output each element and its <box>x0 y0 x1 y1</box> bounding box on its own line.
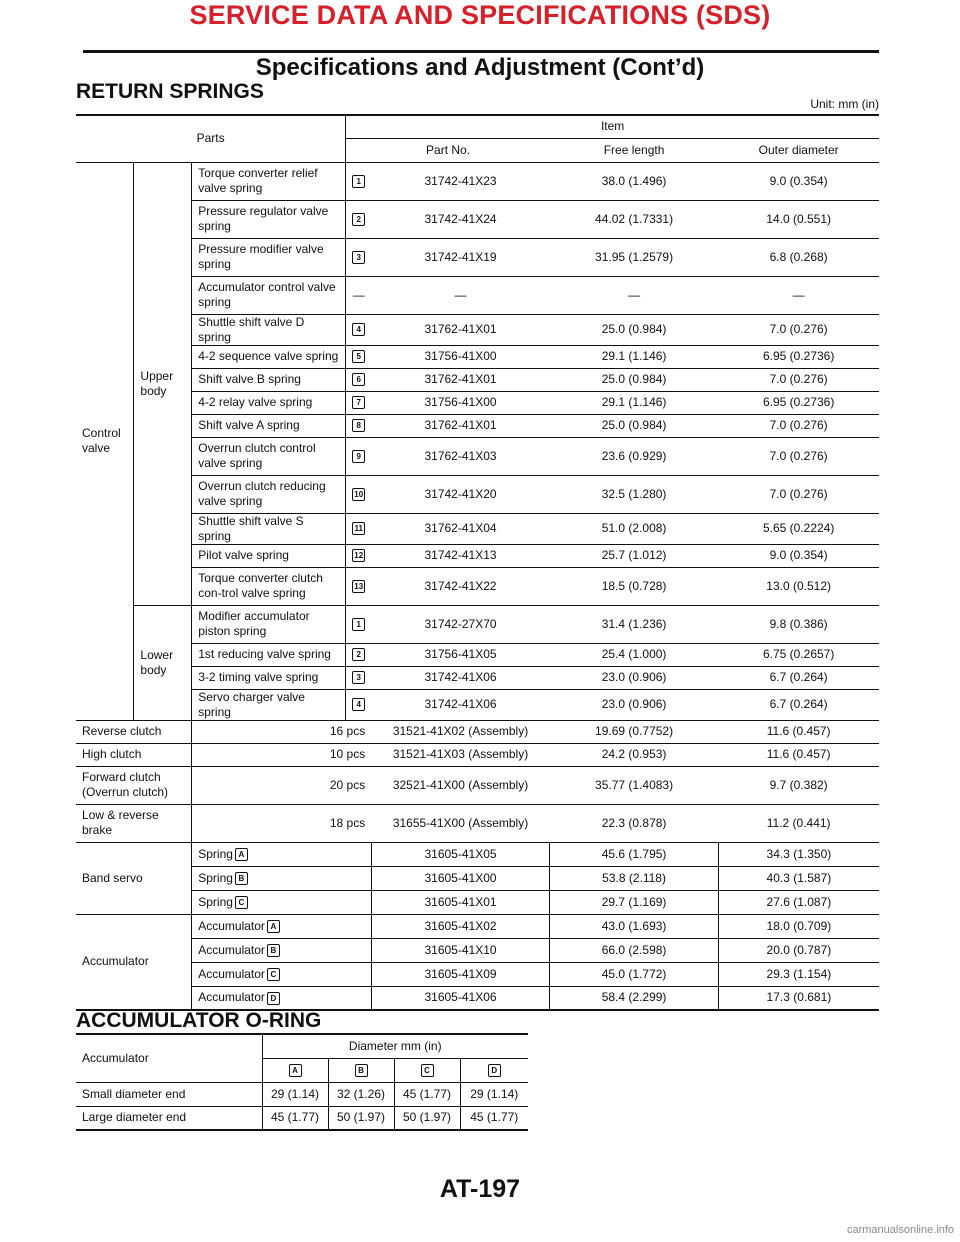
outer-diameter: 7.0 (0.276) <box>718 314 879 345</box>
free-length: 23.6 (0.929) <box>550 437 719 475</box>
spring-name: 4-2 sequence valve spring <box>192 345 346 368</box>
outer-diameter: 11.6 (0.457) <box>718 743 879 766</box>
section-header: SERVICE DATA AND SPECIFICATIONS (SDS) <box>189 0 771 30</box>
parts-header: Parts <box>76 115 346 162</box>
part-number: 32521-41X00 (Assembly) <box>371 766 550 804</box>
key-number-badge: 3 <box>352 251 365 264</box>
part-number: 31756-41X05 <box>371 643 550 666</box>
outer-diameter: 27.6 (1.087) <box>718 890 879 914</box>
key-number-badge: A <box>289 1064 302 1077</box>
quantity: 20 pcs <box>192 766 372 804</box>
spring-name: Modifier accumulator piston spring <box>192 605 346 643</box>
key-number-cell <box>346 567 372 605</box>
watermark: carmanualsonline.info <box>846 1224 954 1236</box>
key-letter-badge: C <box>267 968 280 981</box>
outer-diameter: 6.7 (0.264) <box>718 666 879 689</box>
spring-name <box>192 914 372 938</box>
free-length: 31.95 (1.2579) <box>550 238 719 276</box>
part-number: 31742-41X06 <box>371 689 550 720</box>
spring-name: Shuttle shift valve D spring <box>192 314 346 345</box>
oring-end-name: Large diameter end <box>76 1106 262 1130</box>
spring-name: Torque converter clutch con-trol valve spring <box>192 567 346 605</box>
table-row <box>76 1082 528 1106</box>
oring-diameter-value: 45 (1.77) <box>262 1106 328 1130</box>
clutch-name: Reverse clutch <box>76 720 192 743</box>
key-number-cell <box>346 414 372 437</box>
lower-body-label: Lower body <box>134 605 192 720</box>
item-header: Item <box>346 115 879 138</box>
table-row <box>76 666 879 689</box>
spring-name: Shuttle shift valve S spring <box>192 513 346 544</box>
part-number: 31605-41X10 <box>371 938 550 962</box>
spring-name: Servo charger valve spring <box>192 689 346 720</box>
header-rule <box>83 50 879 53</box>
outer-diameter: 34.3 (1.350) <box>718 842 879 866</box>
free-length: — <box>550 276 719 314</box>
upper-body-label: Upper body <box>134 162 192 605</box>
quantity: 18 pcs <box>192 804 372 842</box>
free-length: 44.02 (1.7331) <box>550 200 719 238</box>
part-number: 31605-41X02 <box>371 914 550 938</box>
key-letter-badge: A <box>235 848 248 861</box>
key-number-badge: 2 <box>352 213 365 226</box>
spring-name-label: Accumulator <box>198 918 265 933</box>
free-length: 53.8 (2.118) <box>550 866 719 890</box>
oring-diameter-value: 50 (1.97) <box>394 1106 460 1130</box>
clutch-name: Low & reverse brake <box>76 804 192 842</box>
part-number: — <box>371 276 550 314</box>
table-row <box>76 475 879 513</box>
key-letter-badge: C <box>235 896 248 909</box>
key-number-cell <box>346 368 372 391</box>
key-letter-badge: B <box>235 872 248 885</box>
key-number-cell <box>346 513 372 544</box>
key-number-badge: C <box>421 1064 434 1077</box>
oring-diameter-value: 29 (1.14) <box>460 1082 528 1106</box>
table-row <box>76 890 879 914</box>
outer-diameter: 11.6 (0.457) <box>718 720 879 743</box>
part-number: 31605-41X01 <box>371 890 550 914</box>
table-row <box>76 115 879 138</box>
free-length: 66.0 (2.598) <box>550 938 719 962</box>
unit-label: Unit: mm (in) <box>810 97 879 111</box>
outer-diameter: 6.75 (0.2657) <box>718 643 879 666</box>
key-number-badge: 5 <box>352 350 365 363</box>
key-number-cell <box>346 200 372 238</box>
outer-diameter: 7.0 (0.276) <box>718 368 879 391</box>
spring-name <box>192 866 372 890</box>
accumulator-oring-title: ACCUMULATOR O-RING <box>76 1009 322 1032</box>
key-number-badge: 12 <box>352 549 365 562</box>
outer-diameter: 11.2 (0.441) <box>718 804 879 842</box>
key-number-cell <box>346 643 372 666</box>
part-number: 31742-41X19 <box>371 238 550 276</box>
clutch-name: Forward clutch (Overrun clutch) <box>76 766 192 804</box>
part-number: 31756-41X00 <box>371 391 550 414</box>
outer-diameter: 7.0 (0.276) <box>718 475 879 513</box>
table-row <box>76 368 879 391</box>
outer-diameter: 29.3 (1.154) <box>718 962 879 986</box>
part-number: 31521-41X03 (Assembly) <box>371 743 550 766</box>
table-row <box>76 200 879 238</box>
table-row <box>76 743 879 766</box>
key-number-cell: — <box>346 276 372 314</box>
key-number-cell <box>346 605 372 643</box>
part-number: 31762-41X03 <box>371 437 550 475</box>
key-number-badge: 8 <box>352 419 365 432</box>
table-row <box>76 1106 528 1130</box>
diameter-header: Diameter mm (in) <box>262 1034 528 1058</box>
table-row <box>76 437 879 475</box>
part-number: 31762-41X01 <box>371 314 550 345</box>
free-length: 35.77 (1.4083) <box>550 766 719 804</box>
key-number-cell <box>346 162 372 200</box>
spring-name-label: Spring <box>198 894 233 909</box>
table-row <box>76 938 879 962</box>
part-number: 31605-41X05 <box>371 842 550 866</box>
table-row <box>76 962 879 986</box>
free-length: 29.1 (1.146) <box>550 345 719 368</box>
spring-name-label: Accumulator <box>198 942 265 957</box>
spring-name: Overrun clutch reducing valve spring <box>192 475 346 513</box>
part-number: 31742-27X70 <box>371 605 550 643</box>
free-length: 25.7 (1.012) <box>550 544 719 567</box>
free-length: 45.0 (1.772) <box>550 962 719 986</box>
key-letter-badge: D <box>267 992 280 1005</box>
oring-diameter-value: 45 (1.77) <box>394 1082 460 1106</box>
spring-name <box>192 938 372 962</box>
table-row <box>76 567 879 605</box>
free-length: 19.69 (0.7752) <box>550 720 719 743</box>
return-springs-title: RETURN SPRINGS <box>76 80 264 103</box>
key-number-cell <box>460 1058 528 1082</box>
outer-diameter: 9.0 (0.354) <box>718 162 879 200</box>
band-servo-label: Band servo <box>76 842 192 914</box>
part-number: 31605-41X00 <box>371 866 550 890</box>
outer-diameter: 6.95 (0.2736) <box>718 391 879 414</box>
free-length: 38.0 (1.496) <box>550 162 719 200</box>
table-row <box>76 643 879 666</box>
free-length: 18.5 (0.728) <box>550 567 719 605</box>
spring-name: Pressure regulator valve spring <box>192 200 346 238</box>
table-row <box>76 986 879 1010</box>
key-number-badge: 6 <box>352 373 365 386</box>
free-length: 23.0 (0.906) <box>550 689 719 720</box>
key-letter-badge: A <box>267 920 280 933</box>
key-letter-badge: B <box>267 944 280 957</box>
outer-diameter: 9.8 (0.386) <box>718 605 879 643</box>
spring-name: Pilot valve spring <box>192 544 346 567</box>
key-number-badge: 11 <box>352 522 365 535</box>
table-row <box>76 276 879 314</box>
table-row <box>76 866 879 890</box>
free-length: 29.7 (1.169) <box>550 890 719 914</box>
spring-name: Shift valve B spring <box>192 368 346 391</box>
part-number: 31742-41X24 <box>371 200 550 238</box>
key-number-cell <box>346 666 372 689</box>
table-row <box>76 605 879 643</box>
part-number: 31605-41X09 <box>371 962 550 986</box>
spring-name: 3-2 timing valve spring <box>192 666 346 689</box>
key-number-badge: 7 <box>352 396 365 409</box>
key-number-cell <box>346 689 372 720</box>
outer-diameter: 14.0 (0.551) <box>718 200 879 238</box>
key-number-cell <box>394 1058 460 1082</box>
free-length: 24.2 (0.953) <box>550 743 719 766</box>
table-row <box>76 720 879 743</box>
free-length-header: Free length <box>550 138 719 162</box>
spring-name: 4-2 relay valve spring <box>192 391 346 414</box>
outer-diameter: 18.0 (0.709) <box>718 914 879 938</box>
quantity: 10 pcs <box>192 743 372 766</box>
free-length: 23.0 (0.906) <box>550 666 719 689</box>
key-number-badge: 4 <box>352 698 365 711</box>
key-number-badge: D <box>488 1064 501 1077</box>
table-row <box>76 1034 528 1058</box>
key-number-cell <box>262 1058 328 1082</box>
part-no-header: Part No. <box>346 138 550 162</box>
spring-name <box>192 890 372 914</box>
outer-diameter: 6.95 (0.2736) <box>718 345 879 368</box>
spring-name: Accumulator control valve spring <box>192 276 346 314</box>
outer-diameter: 40.3 (1.587) <box>718 866 879 890</box>
part-number: 31762-41X01 <box>371 414 550 437</box>
clutch-name: High clutch <box>76 743 192 766</box>
spring-name-label: Spring <box>198 846 233 861</box>
page-number: AT-197 <box>439 1175 521 1203</box>
quantity: 16 pcs <box>192 720 372 743</box>
part-number: 31762-41X04 <box>371 513 550 544</box>
key-number-badge: 10 <box>352 488 365 501</box>
outer-diameter: 7.0 (0.276) <box>718 437 879 475</box>
key-number-cell <box>346 238 372 276</box>
key-number-badge: 3 <box>352 671 365 684</box>
table-row <box>76 689 879 720</box>
part-number: 31756-41X00 <box>371 345 550 368</box>
key-number-cell <box>346 391 372 414</box>
table-row <box>76 238 879 276</box>
spring-name-label: Spring <box>198 870 233 885</box>
outer-diameter: 13.0 (0.512) <box>718 567 879 605</box>
outer-diameter: 6.8 (0.268) <box>718 238 879 276</box>
oring-diameter-value: 32 (1.26) <box>328 1082 394 1106</box>
table-row <box>76 162 879 200</box>
accumulator-label: Accumulator <box>76 914 192 1010</box>
table-row <box>76 766 879 804</box>
spring-name: 1st reducing valve spring <box>192 643 346 666</box>
accumulator-oring-table <box>76 1033 528 1131</box>
key-number-badge: 2 <box>352 648 365 661</box>
free-length: 22.3 (0.878) <box>550 804 719 842</box>
key-number-cell <box>346 544 372 567</box>
part-number: 31742-41X22 <box>371 567 550 605</box>
control-valve-label: Control valve <box>76 162 134 720</box>
table-row <box>76 914 879 938</box>
part-number: 31655-41X00 (Assembly) <box>371 804 550 842</box>
free-length: 25.4 (1.000) <box>550 643 719 666</box>
spring-name: Shift valve A spring <box>192 414 346 437</box>
return-springs-table <box>76 114 879 1011</box>
key-number-cell <box>346 314 372 345</box>
key-number-cell <box>346 475 372 513</box>
key-number-badge: 13 <box>352 580 365 593</box>
spring-name <box>192 842 372 866</box>
outer-diameter: 9.0 (0.354) <box>718 544 879 567</box>
spring-name <box>192 986 372 1010</box>
subsection-header: Specifications and Adjustment (Cont’d) <box>255 54 705 81</box>
part-number: 31762-41X01 <box>371 368 550 391</box>
part-number: 31742-41X06 <box>371 666 550 689</box>
table-row <box>76 414 879 437</box>
part-number: 31742-41X13 <box>371 544 550 567</box>
free-length: 25.0 (0.984) <box>550 368 719 391</box>
part-number: 31742-41X20 <box>371 475 550 513</box>
table-row <box>76 842 879 866</box>
outer-diameter: 20.0 (0.787) <box>718 938 879 962</box>
table-row <box>76 345 879 368</box>
key-number-badge: 9 <box>352 450 365 463</box>
key-number-badge: 1 <box>352 175 365 188</box>
part-number: 31521-41X02 (Assembly) <box>371 720 550 743</box>
outer-diameter: 7.0 (0.276) <box>718 414 879 437</box>
oring-diameter-value: 29 (1.14) <box>262 1082 328 1106</box>
table-row <box>76 391 879 414</box>
free-length: 25.0 (0.984) <box>550 314 719 345</box>
spring-name: Overrun clutch control valve spring <box>192 437 346 475</box>
spring-name-label: Accumulator <box>198 990 265 1005</box>
part-number: 31742-41X23 <box>371 162 550 200</box>
key-number-badge: 1 <box>352 618 365 631</box>
spring-name: Torque converter relief valve spring <box>192 162 346 200</box>
key-number-badge: B <box>355 1064 368 1077</box>
oring-end-name: Small diameter end <box>76 1082 262 1106</box>
part-number: 31605-41X06 <box>371 986 550 1010</box>
free-length: 29.1 (1.146) <box>550 391 719 414</box>
free-length: 25.0 (0.984) <box>550 414 719 437</box>
accumulator-header: Accumulator <box>76 1034 262 1082</box>
oring-diameter-value: 50 (1.97) <box>328 1106 394 1130</box>
key-number-badge: 4 <box>352 323 365 336</box>
free-length: 58.4 (2.299) <box>550 986 719 1010</box>
outer-diameter: 17.3 (0.681) <box>718 986 879 1010</box>
key-number-cell <box>346 345 372 368</box>
key-number-cell <box>328 1058 394 1082</box>
oring-diameter-value: 45 (1.77) <box>460 1106 528 1130</box>
free-length: 51.0 (2.008) <box>550 513 719 544</box>
table-row <box>76 513 879 544</box>
outer-diameter-header: Outer diameter <box>718 138 879 162</box>
key-number-cell <box>346 437 372 475</box>
outer-diameter: 6.7 (0.264) <box>718 689 879 720</box>
spring-name <box>192 962 372 986</box>
outer-diameter: — <box>718 276 879 314</box>
table-row <box>76 804 879 842</box>
outer-diameter: 5.65 (0.2224) <box>718 513 879 544</box>
spring-name-label: Accumulator <box>198 966 265 981</box>
free-length: 31.4 (1.236) <box>550 605 719 643</box>
free-length: 32.5 (1.280) <box>550 475 719 513</box>
free-length: 43.0 (1.693) <box>550 914 719 938</box>
table-row <box>76 314 879 345</box>
outer-diameter: 9.7 (0.382) <box>718 766 879 804</box>
free-length: 45.6 (1.795) <box>550 842 719 866</box>
table-row <box>76 544 879 567</box>
spring-name: Pressure modifier valve spring <box>192 238 346 276</box>
